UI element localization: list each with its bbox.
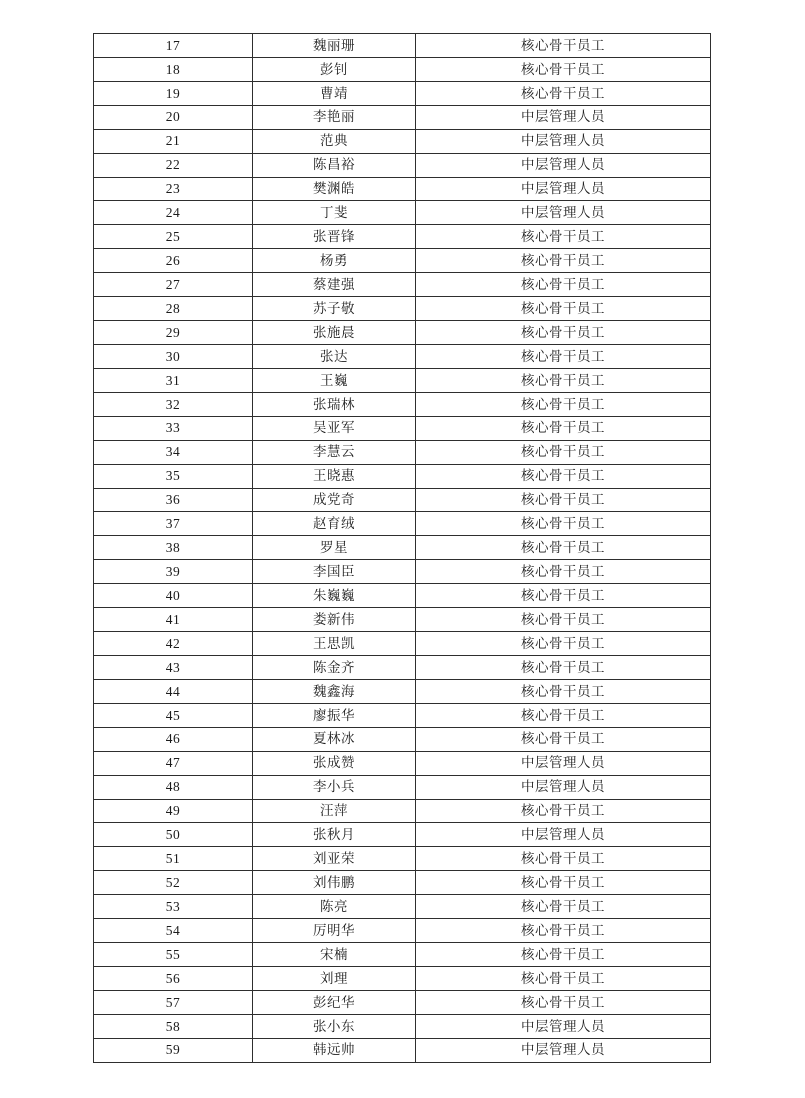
table-row	[94, 81, 711, 105]
cell-name: 赵育绒	[253, 512, 416, 536]
table-row	[94, 129, 711, 153]
cell-category: 中层管理人员	[416, 153, 711, 177]
table-row	[94, 966, 711, 990]
cell-index: 52	[94, 871, 253, 895]
table-row	[94, 440, 711, 464]
table-row	[94, 34, 711, 58]
cell-category: 核心骨干员工	[416, 440, 711, 464]
table-row	[94, 775, 711, 799]
table-row	[94, 344, 711, 368]
cell-index: 57	[94, 990, 253, 1014]
cell-name: 李国臣	[253, 560, 416, 584]
table-row	[94, 823, 711, 847]
cell-index: 43	[94, 655, 253, 679]
cell-name: 刘理	[253, 966, 416, 990]
cell-name: 吴亚军	[253, 416, 416, 440]
cell-name: 刘亚荣	[253, 847, 416, 871]
cell-index: 27	[94, 273, 253, 297]
cell-name: 王思凯	[253, 632, 416, 656]
table-row	[94, 368, 711, 392]
cell-category: 核心骨干员工	[416, 871, 711, 895]
cell-category: 核心骨干员工	[416, 560, 711, 584]
cell-name: 朱巍巍	[253, 584, 416, 608]
cell-category: 核心骨干员工	[416, 679, 711, 703]
cell-category: 核心骨干员工	[416, 608, 711, 632]
cell-index: 46	[94, 727, 253, 751]
cell-category: 中层管理人员	[416, 201, 711, 225]
cell-category: 核心骨干员工	[416, 655, 711, 679]
table-row	[94, 297, 711, 321]
cell-index: 38	[94, 536, 253, 560]
cell-name: 张小东	[253, 1014, 416, 1038]
cell-category: 核心骨干员工	[416, 57, 711, 81]
cell-category: 核心骨干员工	[416, 81, 711, 105]
cell-name: 李艳丽	[253, 105, 416, 129]
cell-name: 张秋月	[253, 823, 416, 847]
cell-name: 王晓惠	[253, 464, 416, 488]
table-row	[94, 1038, 711, 1062]
cell-index: 30	[94, 344, 253, 368]
cell-category: 核心骨干员工	[416, 416, 711, 440]
table-row	[94, 57, 711, 81]
cell-name: 魏鑫海	[253, 679, 416, 703]
cell-name: 丁斐	[253, 201, 416, 225]
cell-index: 40	[94, 584, 253, 608]
cell-name: 苏子敬	[253, 297, 416, 321]
cell-category: 核心骨干员工	[416, 368, 711, 392]
cell-name: 成党奇	[253, 488, 416, 512]
cell-index: 33	[94, 416, 253, 440]
table-row	[94, 225, 711, 249]
cell-name: 李小兵	[253, 775, 416, 799]
table-row	[94, 679, 711, 703]
cell-category: 核心骨干员工	[416, 895, 711, 919]
cell-name: 张达	[253, 344, 416, 368]
cell-category: 核心骨干员工	[416, 512, 711, 536]
table-row	[94, 584, 711, 608]
cell-category: 核心骨干员工	[416, 273, 711, 297]
cell-name: 曹靖	[253, 81, 416, 105]
cell-category: 中层管理人员	[416, 1014, 711, 1038]
cell-category: 中层管理人员	[416, 751, 711, 775]
cell-index: 18	[94, 57, 253, 81]
cell-name: 宋楠	[253, 943, 416, 967]
cell-name: 厉明华	[253, 919, 416, 943]
cell-category: 中层管理人员	[416, 823, 711, 847]
cell-category: 核心骨干员工	[416, 321, 711, 345]
cell-index: 31	[94, 368, 253, 392]
employee-table	[93, 33, 711, 1063]
cell-index: 42	[94, 632, 253, 656]
cell-category: 核心骨干员工	[416, 297, 711, 321]
cell-index: 21	[94, 129, 253, 153]
table-row	[94, 321, 711, 345]
table-row	[94, 847, 711, 871]
cell-index: 53	[94, 895, 253, 919]
cell-name: 汪萍	[253, 799, 416, 823]
cell-index: 54	[94, 919, 253, 943]
cell-index: 22	[94, 153, 253, 177]
table-row	[94, 560, 711, 584]
cell-category: 核心骨干员工	[416, 464, 711, 488]
cell-index: 23	[94, 177, 253, 201]
cell-name: 杨勇	[253, 249, 416, 273]
cell-category: 核心骨干员工	[416, 847, 711, 871]
cell-name: 韩远帅	[253, 1038, 416, 1062]
cell-index: 45	[94, 703, 253, 727]
cell-index: 17	[94, 34, 253, 58]
cell-name: 廖振华	[253, 703, 416, 727]
cell-index: 26	[94, 249, 253, 273]
cell-index: 36	[94, 488, 253, 512]
cell-name: 罗星	[253, 536, 416, 560]
cell-name: 樊渊皓	[253, 177, 416, 201]
cell-index: 47	[94, 751, 253, 775]
cell-category: 核心骨干员工	[416, 727, 711, 751]
table-row	[94, 895, 711, 919]
cell-name: 王巍	[253, 368, 416, 392]
table-row	[94, 655, 711, 679]
table-row	[94, 105, 711, 129]
cell-category: 核心骨干员工	[416, 799, 711, 823]
cell-index: 29	[94, 321, 253, 345]
table-row	[94, 799, 711, 823]
table-row	[94, 536, 711, 560]
cell-index: 24	[94, 201, 253, 225]
cell-category: 核心骨干员工	[416, 632, 711, 656]
cell-name: 蔡建强	[253, 273, 416, 297]
table-row	[94, 416, 711, 440]
cell-index: 56	[94, 966, 253, 990]
cell-name: 彭钊	[253, 57, 416, 81]
table-row	[94, 727, 711, 751]
cell-name: 夏林冰	[253, 727, 416, 751]
cell-name: 陈金齐	[253, 655, 416, 679]
cell-category: 核心骨干员工	[416, 344, 711, 368]
table-row	[94, 177, 711, 201]
cell-index: 39	[94, 560, 253, 584]
cell-index: 48	[94, 775, 253, 799]
table-row	[94, 1014, 711, 1038]
cell-name: 张瑞林	[253, 392, 416, 416]
cell-index: 37	[94, 512, 253, 536]
cell-index: 44	[94, 679, 253, 703]
cell-category: 中层管理人员	[416, 775, 711, 799]
cell-name: 范典	[253, 129, 416, 153]
cell-index: 51	[94, 847, 253, 871]
table-row	[94, 512, 711, 536]
table-row	[94, 153, 711, 177]
cell-index: 35	[94, 464, 253, 488]
table-row	[94, 703, 711, 727]
cell-category: 核心骨干员工	[416, 966, 711, 990]
table-row	[94, 871, 711, 895]
cell-name: 魏丽珊	[253, 34, 416, 58]
cell-index: 58	[94, 1014, 253, 1038]
cell-category: 核心骨干员工	[416, 584, 711, 608]
cell-name: 李慧云	[253, 440, 416, 464]
cell-category: 核心骨干员工	[416, 536, 711, 560]
table-row	[94, 464, 711, 488]
cell-index: 28	[94, 297, 253, 321]
cell-index: 20	[94, 105, 253, 129]
table-row	[94, 488, 711, 512]
cell-index: 59	[94, 1038, 253, 1062]
cell-category: 中层管理人员	[416, 1038, 711, 1062]
cell-index: 25	[94, 225, 253, 249]
table-row	[94, 990, 711, 1014]
cell-index: 41	[94, 608, 253, 632]
table-row	[94, 919, 711, 943]
table-row	[94, 608, 711, 632]
cell-name: 陈昌裕	[253, 153, 416, 177]
cell-category: 中层管理人员	[416, 105, 711, 129]
cell-category: 核心骨干员工	[416, 249, 711, 273]
table-row	[94, 392, 711, 416]
cell-category: 核心骨干员工	[416, 392, 711, 416]
cell-category: 中层管理人员	[416, 177, 711, 201]
cell-index: 55	[94, 943, 253, 967]
table-row	[94, 201, 711, 225]
table-row	[94, 751, 711, 775]
cell-name: 娄新伟	[253, 608, 416, 632]
cell-category: 核心骨干员工	[416, 225, 711, 249]
cell-index: 49	[94, 799, 253, 823]
cell-index: 34	[94, 440, 253, 464]
cell-index: 19	[94, 81, 253, 105]
table-row	[94, 273, 711, 297]
cell-category: 核心骨干员工	[416, 703, 711, 727]
cell-category: 核心骨干员工	[416, 34, 711, 58]
cell-category: 核心骨干员工	[416, 919, 711, 943]
cell-category: 核心骨干员工	[416, 488, 711, 512]
employee-table-body	[94, 34, 711, 1063]
cell-category: 核心骨干员工	[416, 990, 711, 1014]
table-row	[94, 249, 711, 273]
table-row	[94, 632, 711, 656]
cell-name: 陈亮	[253, 895, 416, 919]
cell-index: 32	[94, 392, 253, 416]
cell-name: 张成赞	[253, 751, 416, 775]
cell-index: 50	[94, 823, 253, 847]
cell-name: 刘伟鹏	[253, 871, 416, 895]
cell-name: 张施晨	[253, 321, 416, 345]
cell-category: 中层管理人员	[416, 129, 711, 153]
cell-name: 彭纪华	[253, 990, 416, 1014]
cell-name: 张晋锋	[253, 225, 416, 249]
table-row	[94, 943, 711, 967]
cell-category: 核心骨干员工	[416, 943, 711, 967]
